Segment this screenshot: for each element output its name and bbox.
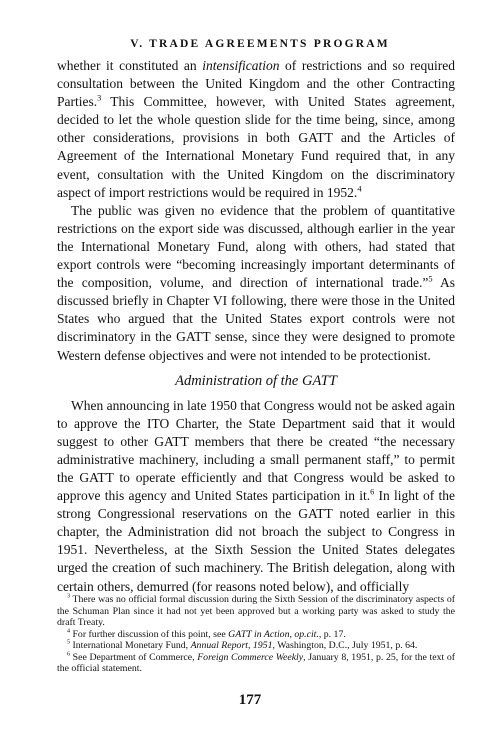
footnote-5: $^5$ International Monetary Fund, Annual Report, 1951, Washington, D.C., July 1951, p. 64. [67, 639, 418, 651]
section-heading: Administration of the GATT [175, 372, 337, 389]
paragraph-1: whether it constituted an intensification of restrictions and so required consultation between the United Kingdom and the other Contracting Parties.$^3$ This Committee, however, with United States agreement, decided to let the whole question slide for the time being, since, among other considerations, provisions in both GATT and the Articles of Agreement of the International Monetary Fund required that, in any event, consultation with the United Kingdom on the discriminatory aspect of import restrictions would be required in 1952.$^4$ [57, 58, 456, 200]
footnote-4: $^4$ For further discussion of this point, see GATT in Action, op.cit., p. 17. [67, 628, 346, 640]
footnote-3: $^3$ There was no official formal discussion during the Sixth Session of the discriminatory aspects of the Schuman Plan since it had not yet been approved but a working party was asked to study the draft Treaty. [57, 593, 455, 628]
footnote-6: $^6$ See Department of Commerce, Foreign Commerce Weekly, January 8, 1951, p. 25, for the text of the official statement. [57, 651, 456, 674]
running-head: V. TRADE AGREEMENTS PROGRAM [130, 38, 390, 50]
paragraph-3: When announcing in late 1950 that Congress would not be asked again to approve the ITO Charter, the State Department said that it would suggest to other GATT members that there be created “the necessary administrative machinery, including a small permanent staff,” to permit the GATT to operate efficiently and that Congress would be asked to approve this agency and United States participation in it.$^6$ In light of the strong Congressional reservations on the GATT noted earlier in this chapter, the Administration did not broach the subject to Congress in 1951. Nevertheless, at the Sixth Session the United States delegates urged the creation of such machinery. The British delegation, along with certain others, demurred (for reasons noted below), and officially [57, 397, 455, 594]
page-number: 177 [238, 692, 262, 708]
footnotes [57, 594, 455, 675]
paragraph-2: The public was given no evidence that the problem of quantitative restrictions on the export side was discussed, although earlier in the year the International Monetary Fund, along with others, had stated that export controls were “becoming increasingly important determinants of the composition, volume, and direction of international trade.”$^5$ As discussed briefly in Chapter VI following, there were those in the United States who argued that the United States export controls were not discriminatory in the GATT sense, since they were designed to promote Western defense objectives and were not intended to be protectionist. [57, 202, 455, 363]
body-text [57, 57, 455, 596]
